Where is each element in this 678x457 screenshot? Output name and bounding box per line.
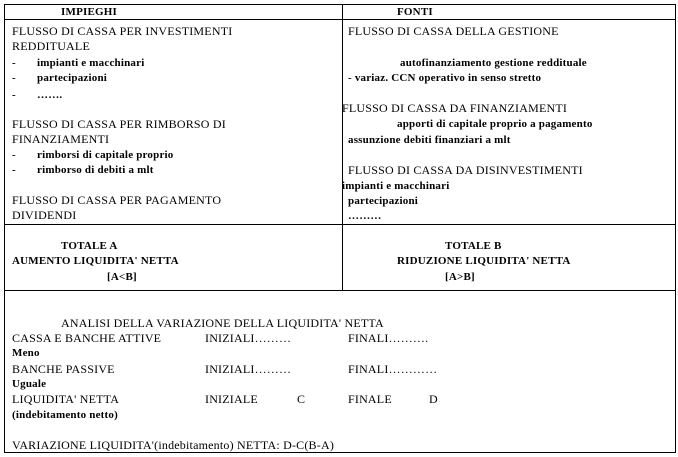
dash: - <box>12 89 16 101</box>
body-divider <box>5 224 675 225</box>
flusso-disinvestimenti: FLUSSO DI CASSA DA DISINVESTIMENTI <box>348 163 583 177</box>
iniziale-label: INIZIALE <box>205 392 258 406</box>
apporti-capitale: apporti di capitale proprio a pagamento <box>397 118 593 130</box>
flusso-rimborso-line2: FINANZIAMENTI <box>12 132 110 146</box>
finali-cassa: FINALI………. <box>348 331 429 345</box>
item-rimborsi-capitale: rimborsi di capitale proprio <box>37 149 174 161</box>
iniziali-cassa: INIZIALI……… <box>205 331 292 345</box>
fonti-partecipazioni: partecipazioni <box>348 195 419 207</box>
iniziali-banche: INIZIALI……… <box>205 362 292 376</box>
header-impieghi: IMPIEGHI <box>61 6 117 18</box>
column-divider <box>342 5 343 290</box>
assunzione-debiti: assunzione debiti finanziari a mlt <box>348 134 511 146</box>
totale-a: TOTALE A <box>61 240 118 252</box>
uguale: Uguale <box>12 378 47 390</box>
fonti-ellipsis: ……… <box>348 210 382 222</box>
cash-flow-table <box>4 4 676 453</box>
valore-d: D <box>429 392 438 406</box>
flusso-investimenti-line2: REDDITUALE <box>12 39 90 53</box>
flusso-gestione: FLUSSO DI CASSA DELLA GESTIONE <box>348 24 559 38</box>
meno: Meno <box>12 347 40 359</box>
analisi-title: ANALISI DELLA VARIAZIONE DELLA LIQUIDITA' NETTA <box>61 316 384 330</box>
flusso-dividendi-line2: DIVIDENDI <box>12 208 77 222</box>
autofinanziamento: autofinanziamento gestione reddituale <box>400 57 587 69</box>
banche-passive: BANCHE PASSIVE <box>12 362 115 376</box>
condizione-a-minore-b: [A<B] <box>107 271 137 283</box>
condizione-a-maggiore-b: [A>B] <box>445 271 475 283</box>
item-impianti: impianti e macchinari <box>37 57 145 69</box>
flusso-finanziamenti: FLUSSO DI CASSA DA FINANZIAMENTI <box>342 101 568 115</box>
indebitamento-netto: (indebitamento netto) <box>12 409 118 421</box>
dash: - <box>12 164 16 176</box>
riduzione-liquidita: RIDUZIONE LIQUIDITA' NETTA <box>397 255 571 267</box>
flusso-dividendi-line1: FLUSSO DI CASSA PER PAGAMENTO <box>12 193 222 207</box>
finale-label: FINALE <box>348 392 392 406</box>
finali-banche: FINALI………… <box>348 362 438 376</box>
totals-divider <box>5 290 675 291</box>
flusso-investimenti-line1: FLUSSO DI CASSA PER INVESTIMENTI <box>12 24 233 38</box>
fonti-impianti: impianti e macchinari <box>342 180 450 192</box>
valore-c: C <box>297 392 306 406</box>
variazione-ccn: - variaz. CCN operativo in senso stretto <box>348 72 542 84</box>
dash: - <box>12 57 16 69</box>
item-rimborso-debiti: rimborso di debiti a mlt <box>37 164 154 176</box>
flusso-rimborso-line1: FLUSSO DI CASSA PER RIMBORSO DI <box>12 117 226 131</box>
cassa-banche-attive: CASSA E BANCHE ATTIVE <box>12 331 162 345</box>
header-fonti: FONTI <box>397 6 433 18</box>
dash: - <box>12 149 16 161</box>
totale-b: TOTALE B <box>445 240 502 252</box>
dash: - <box>12 72 16 84</box>
item-partecipazioni: partecipazioni <box>37 72 108 84</box>
variazione-liquidita: VARIAZIONE LIQUIDITA'(indebitamento) NETTA: D-C(B-A) <box>12 438 335 452</box>
liquidita-netta: LIQUIDITA' NETTA <box>12 392 120 406</box>
item-ellipsis: ……. <box>37 89 63 101</box>
aumento-liquidita: AUMENTO LIQUIDITA' NETTA <box>12 255 179 267</box>
